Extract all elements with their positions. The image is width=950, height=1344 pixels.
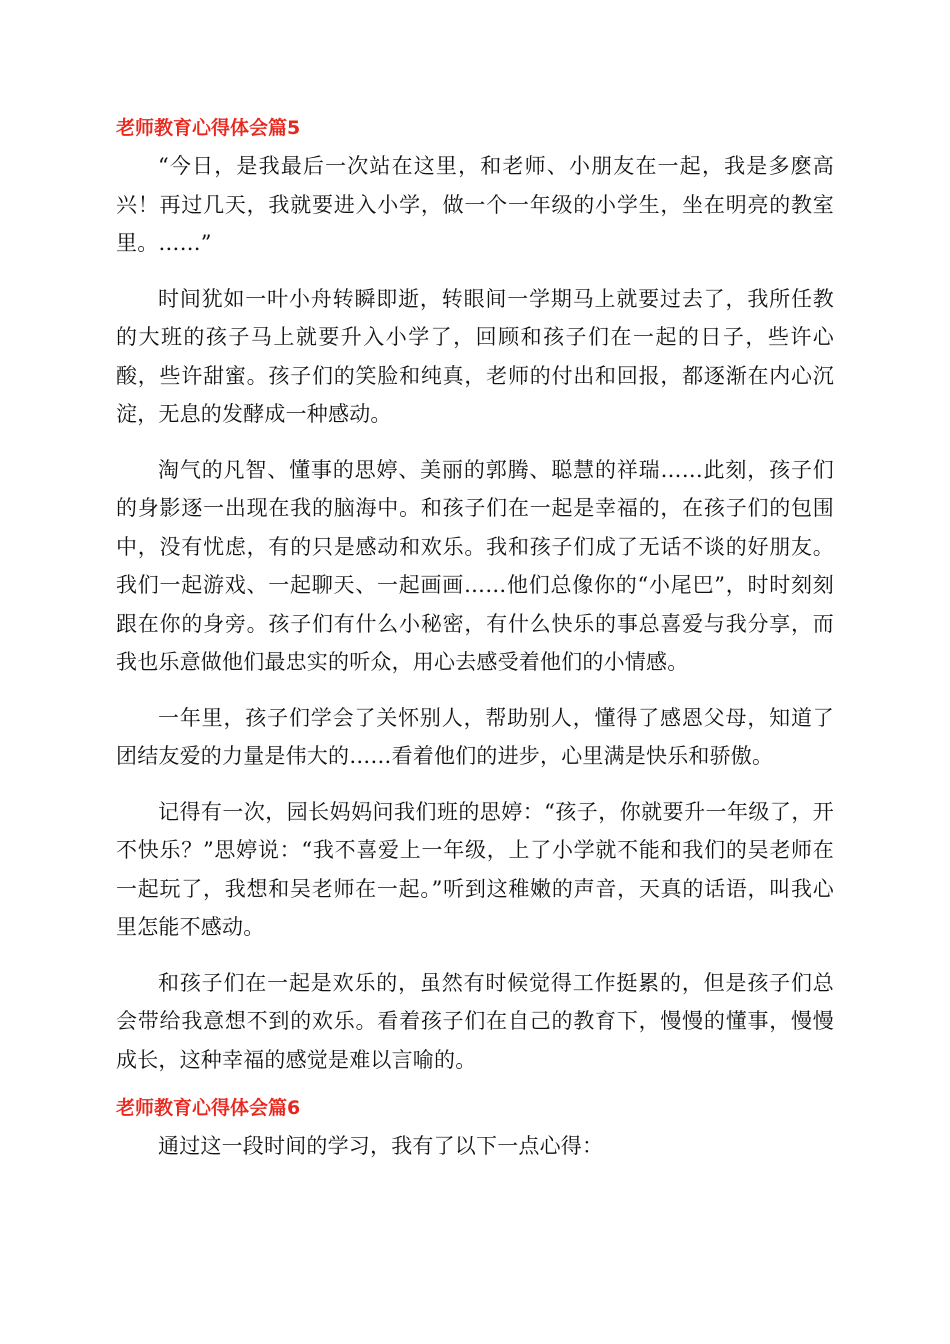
- document-page: [116, 112, 834, 1166]
- paragraph: 和孩子们在一起是欢乐的，虽然有时候觉得工作挺累的，但是孩子们总会带给我意想不到的欢乐。看着孩子们在自己的教育下，慢慢的懂事，慢慢成长，这种幸福的感觉是难以言喻的。: [116, 970, 834, 1072]
- paragraph: 记得有一次，园长妈妈问我们班的思婷：“孩子，你就要升一年级了，开不快乐？”思婷说：“我不喜爱上一年级，上了小学就不能和我们的吴老师在一起玩了，我想和吴老师在一起。”听到这稚嫩的声音，天真的话语，叫我心里怎能不感动。: [116, 799, 834, 939]
- paragraph: 一年里，孩子们学会了关怀别人，帮助别人，懂得了感恩父母，知道了团结友爱的力量是伟大的……看着他们的进步，心里满是快乐和骄傲。: [116, 705, 834, 768]
- paragraph: “今日，是我最后一次站在这里，和老师、小朋友在一起，我是多麽高兴！再过几天，我就要进入小学，做一个一年级的小学生，坐在明亮的教室里。……”: [116, 154, 834, 255]
- paragraph: 通过这一段时间的学习，我有了以下一点心得：: [158, 1134, 604, 1158]
- section-heading: 老师教育心得体会篇5: [116, 117, 301, 139]
- section-heading: 老师教育心得体会篇6: [116, 1097, 301, 1119]
- paragraph: 淘气的凡智、懂事的思婷、美丽的郭腾、聪慧的祥瑞……此刻，孩子们的身影逐一出现在我的脑海中。和孩子们在一起是幸福的，在孩子们的包围中，没有忧虑，有的只是感动和欢乐。我和孩子们成了无话不谈的好朋友。我们一起游戏、一起聊天、一起画画……他们总像你的“小尾巴”，时时刻刻跟在你的身旁。孩子们有什么小秘密，有什么快乐的事总喜爱与我分享，而我也乐意做他们最忠实的听众，用心去感受着他们的小情感。: [116, 457, 834, 674]
- paragraph: 时间犹如一叶小舟转瞬即逝，转眼间一学期马上就要过去了，我所任教的大班的孩子马上就要升入小学了，回顾和孩子们在一起的日子，些许心酸，些许甜蜜。孩子们的笑脸和纯真，老师的付出和回报，都逐渐在内心沉淀，无息的发酵成一种感动。: [116, 286, 834, 426]
